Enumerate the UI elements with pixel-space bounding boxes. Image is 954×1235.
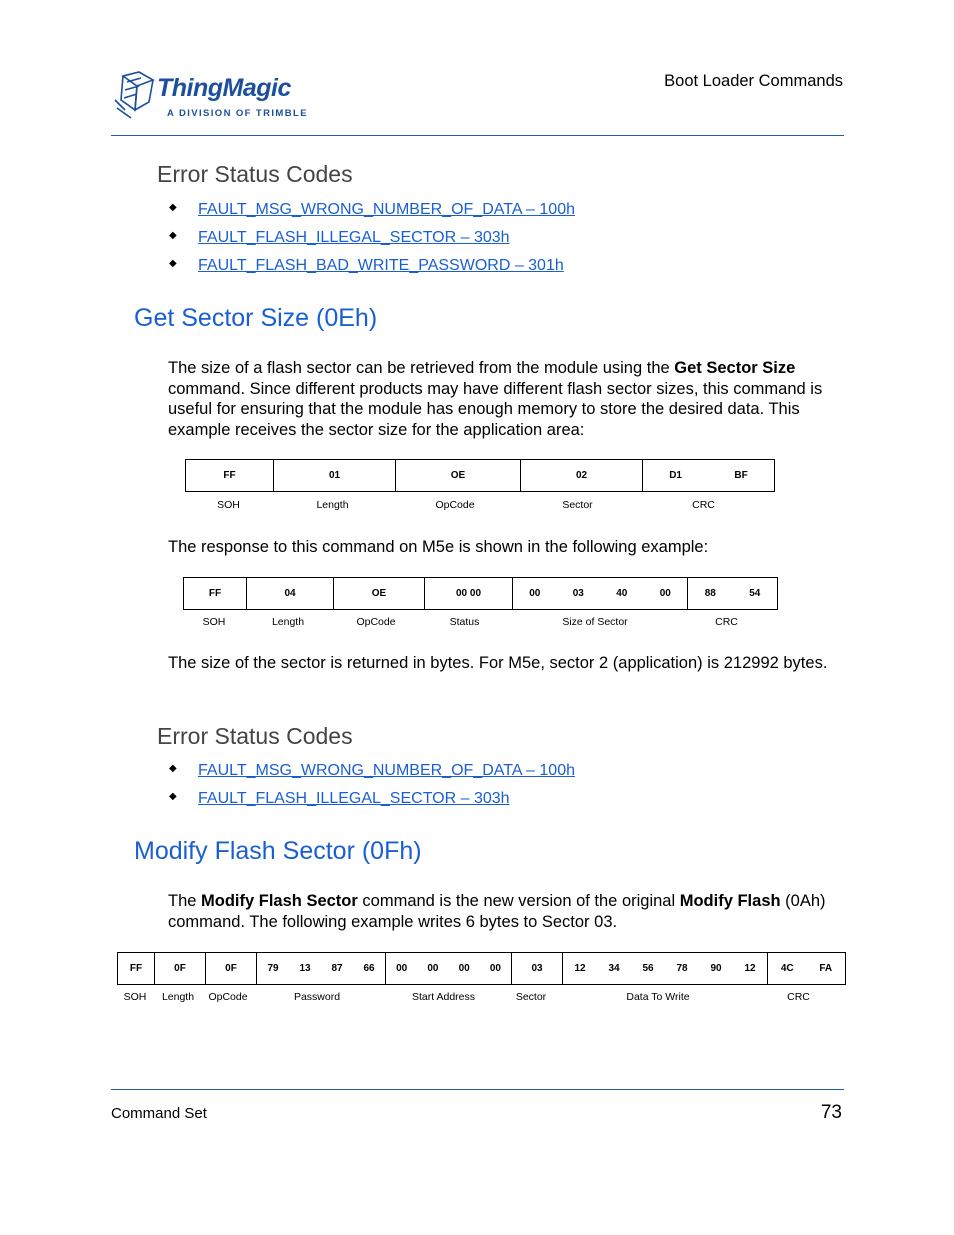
field-label: OpCode [356,616,396,628]
byte-value: 88 [704,588,716,599]
byte-value: D1 [669,470,682,481]
field-label: OpCode [208,991,248,1003]
byte-value: 54 [749,588,761,599]
error-list [169,201,575,285]
logo-tagline: A DIVISION OF TRIMBLE [167,108,308,119]
byte-value: 01 [328,470,341,481]
byte-value: 00 00 [455,588,482,599]
byte-value: 66 [363,963,375,974]
packet-field-start-address [386,953,512,985]
byte-value: 4C [780,963,794,974]
response-intro: The response to this command on M5e is shown in the following example: [168,538,709,556]
get-sector-intro [168,358,844,440]
error-status-heading: Error Status Codes [157,723,353,749]
result-text: The size of the sector is returned in bytes. For M5e, sector 2 (application) is 212992 bytes. [168,654,828,672]
packet-field-opcode [334,578,425,610]
error-link[interactable]: FAULT_FLASH_ILLEGAL_SECTOR – 303h [198,229,510,246]
list-item [169,790,575,818]
byte-value: 00 [396,963,408,974]
packet-field-length [247,578,334,610]
packet-row [186,460,775,492]
section-heading-get-sector-size: Get Sector Size (0Eh) [134,304,378,332]
byte-value: 12 [744,963,756,974]
packet-field-crc [688,578,778,610]
error-link[interactable]: FAULT_MSG_WRONG_NUMBER_OF_DATA – 100h [198,762,575,779]
command-name: Modify Flash Sector [201,892,358,910]
field-label: Data To Write [626,991,690,1003]
response-packet-table [183,577,778,610]
byte-value: FF [223,470,236,481]
logo-name: ThingMagic [157,74,291,102]
packet-field-sector [512,953,563,985]
byte-value: 90 [710,963,722,974]
byte-value: 00 [529,588,541,599]
field-label: Length [316,499,349,511]
intro-text: (0Ah) command. The following example writes 6 bytes to Sector 03. [168,892,826,931]
intro-text: command is the new version of the original [357,892,680,910]
footer-left: Command Set [111,1105,207,1122]
byte-value: 78 [676,963,688,974]
packet-field-status [425,578,513,610]
error-status-heading: Error Status Codes [157,161,353,187]
field-label: Length [161,991,195,1003]
byte-value: 02 [575,470,588,481]
field-label: CRC [715,616,738,628]
error-link[interactable]: FAULT_MSG_WRONG_NUMBER_OF_DATA – 100h [198,201,575,218]
byte-value: 03 [531,963,543,974]
thingmagic-cube-icon [113,70,157,122]
byte-value: FF [129,963,143,974]
list-item [169,762,575,790]
footer-rule [111,1089,844,1090]
list-item [169,229,575,257]
bullet-icon: ◆ [169,258,177,269]
packet-field-soh [186,460,274,492]
packet-field-crc [643,460,775,492]
error-link[interactable]: FAULT_FLASH_BAD_WRITE_PASSWORD – 301h [198,257,564,274]
byte-value: OE [450,470,466,481]
byte-value: 12 [574,963,586,974]
list-item [169,201,575,229]
list-item [169,257,575,285]
error-list [169,762,575,818]
field-label: Length [271,616,305,628]
bullet-icon: ◆ [169,202,177,213]
byte-value: 00 [489,963,501,974]
packet-field-crc [768,953,846,985]
packet-field-length [155,953,206,985]
byte-value: 79 [267,963,279,974]
field-label: Status [449,616,480,628]
field-label: SOH [202,616,226,628]
bullet-icon: ◆ [169,791,177,802]
packet-field-password [257,953,386,985]
byte-value: BF [734,470,748,481]
byte-value: FA [819,963,833,974]
field-label: SOH [123,991,147,1003]
byte-value: 00 [458,963,470,974]
packet-field-soh [118,953,155,985]
logo [113,70,313,122]
packet-field-sector [521,460,643,492]
field-label: Sector [562,499,593,511]
intro-text: command. Since different products may have different flash sector sizes, this command is useful for ensuring that the module has enough memory to store the desired data. This example receives the sector size for the application area: [168,379,823,439]
error-link[interactable]: FAULT_FLASH_ILLEGAL_SECTOR – 303h [198,790,510,807]
byte-value: 0F [225,963,237,974]
command-name: Get Sector Size [674,359,796,377]
packet-field-size-of-sector [513,578,688,610]
byte-value: 00 [427,963,439,974]
field-label: Sector [515,991,547,1003]
byte-value: 03 [572,588,584,599]
packet-field-soh [184,578,247,610]
packet-field-opcode [206,953,257,985]
field-label: Password [293,991,341,1003]
command-packet-table [185,459,775,492]
byte-value: 04 [284,588,296,599]
byte-value: 00 [659,588,671,599]
byte-value: 13 [299,963,311,974]
command-name: Modify Flash [679,892,781,910]
running-title: Boot Loader Commands [664,72,843,90]
byte-value: 87 [331,963,343,974]
field-label: Size of Sector [562,616,628,628]
section-heading-modify-flash-sector: Modify Flash Sector (0Fh) [134,837,422,865]
packet-field-length [274,460,396,492]
field-label: CRC [787,991,810,1003]
byte-value: FF [208,588,222,599]
byte-value: 56 [642,963,654,974]
bullet-icon: ◆ [169,230,177,241]
packet-field-data-to-write [563,953,768,985]
field-label: CRC [692,499,715,511]
field-label: Start Address [411,991,476,1003]
packet-row [118,953,846,985]
byte-value: 0F [174,963,186,974]
modify-flash-intro [168,891,844,932]
field-label: SOH [217,499,240,511]
packet-field-opcode [396,460,521,492]
intro-text: The [168,892,202,910]
byte-value: 40 [616,588,628,599]
packet-row [184,578,778,610]
byte-value: 34 [608,963,620,974]
page-number: 73 [820,1102,842,1123]
bullet-icon: ◆ [169,763,177,774]
field-label: OpCode [435,499,475,511]
byte-value: OE [371,588,387,599]
modify-packet-table [117,952,846,985]
intro-text: The size of a flash sector can be retrieved from the module using the [168,359,675,377]
header-rule [111,135,844,136]
